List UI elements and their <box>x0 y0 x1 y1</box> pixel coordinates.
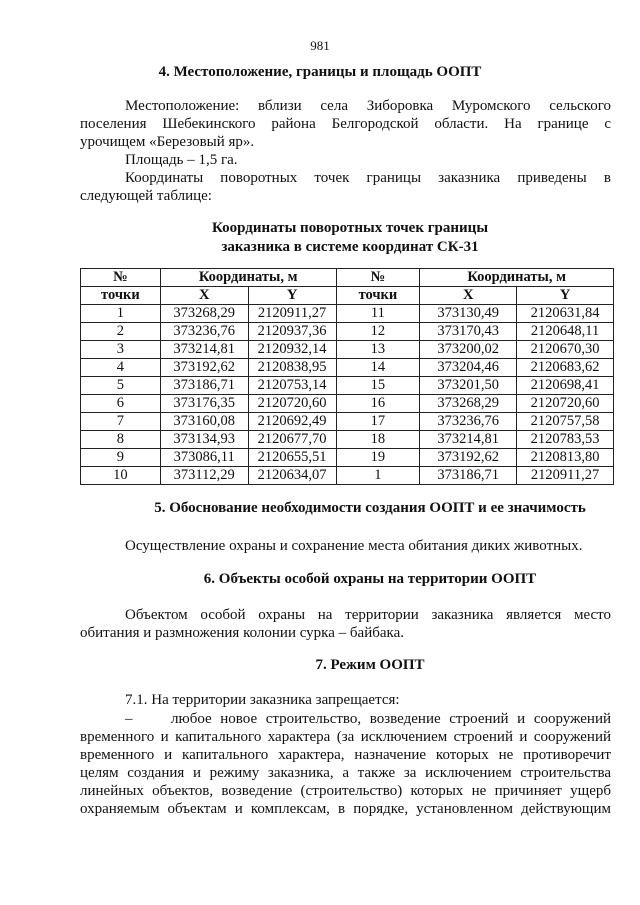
y-value: 2120692,49 <box>248 413 336 431</box>
y-value: 2120783,53 <box>517 431 614 449</box>
header-y-right: Y <box>517 287 614 305</box>
header-point-right: точки <box>336 287 420 305</box>
section7-line-5: линейных объектов, возведение (строительство) которых не причиняет ущерб <box>80 783 611 799</box>
x-value: 373201,50 <box>420 377 517 395</box>
section7-line-2: временного и капитального характера (за исключением строений и сооружений <box>80 729 611 745</box>
point-number: 15 <box>336 377 420 395</box>
point-number: 5 <box>81 377 161 395</box>
x-value: 373214,81 <box>160 341 248 359</box>
y-value: 2120631,84 <box>517 305 614 323</box>
x-value: 373214,81 <box>420 431 517 449</box>
section7-subitem: 7.1. На территории заказника запрещается: <box>125 692 400 708</box>
x-value: 373236,76 <box>420 413 517 431</box>
section7-line-1 <box>125 709 611 729</box>
y-value: 2120757,58 <box>517 413 614 431</box>
table-row <box>81 359 614 377</box>
table-caption-line-1: Координаты поворотных точек границы <box>211 220 489 236</box>
y-value: 2120677,70 <box>248 431 336 449</box>
header-no-right: № <box>336 269 420 287</box>
table-row <box>81 467 614 485</box>
x-value: 373192,62 <box>420 449 517 467</box>
x-value: 373170,43 <box>420 323 517 341</box>
coords-intro-line-2: следующей таблице: <box>80 188 212 204</box>
section7-line-3: временного и капитального характера, назначение которых не противоречит <box>80 747 611 763</box>
point-number: 1 <box>336 467 420 485</box>
y-value: 2120753,14 <box>248 377 336 395</box>
header-x-right: X <box>420 287 517 305</box>
x-value: 373186,71 <box>160 377 248 395</box>
section4-heading: 4. Местоположение, границы и площадь ООПТ <box>158 64 482 80</box>
location-line-1: Местоположение: вблизи села Зиборовка Муромского сельского <box>125 98 611 114</box>
x-value: 373112,29 <box>160 467 248 485</box>
table-row <box>81 431 614 449</box>
coords-intro-line-1: Координаты поворотных точек границы заказника приведены в <box>125 170 611 186</box>
x-value: 373268,29 <box>160 305 248 323</box>
x-value: 373086,11 <box>160 449 248 467</box>
section7-line-6: охраняемым объектам и комплексам, в порядке, установленном действующим <box>80 801 611 817</box>
point-number: 3 <box>81 341 161 359</box>
page-number: 981 <box>310 38 330 53</box>
x-value: 373204,46 <box>420 359 517 377</box>
x-value: 373160,08 <box>160 413 248 431</box>
location-line-2: поселения Шебекинского района Белгородской области. На границе с <box>80 116 611 132</box>
point-number: 17 <box>336 413 420 431</box>
point-number: 11 <box>336 305 420 323</box>
y-value: 2120670,30 <box>517 341 614 359</box>
table-row <box>81 449 614 467</box>
point-number: 9 <box>81 449 161 467</box>
x-value: 373186,71 <box>420 467 517 485</box>
header-coords-left: Координаты, м <box>160 269 336 287</box>
y-value: 2120720,60 <box>517 395 614 413</box>
y-value: 2120838,95 <box>248 359 336 377</box>
y-value: 2120937,36 <box>248 323 336 341</box>
list-dash: – <box>125 711 133 727</box>
point-number: 7 <box>81 413 161 431</box>
table-row <box>81 341 614 359</box>
y-value: 2120720,60 <box>248 395 336 413</box>
point-number: 4 <box>81 359 161 377</box>
header-point-left: точки <box>81 287 161 305</box>
section5-text: Осуществление охраны и сохранение места обитания диких животных. <box>125 538 583 554</box>
x-value: 373192,62 <box>160 359 248 377</box>
section7-line-4: целям создания и режиму заказника, а также за исключением строительства <box>80 765 611 781</box>
table-caption-line-2: заказника в системе координат СК-31 <box>221 239 479 255</box>
y-value: 2120655,51 <box>248 449 336 467</box>
location-line-3: урочищем «Березовый яр». <box>80 134 255 150</box>
point-number: 14 <box>336 359 420 377</box>
y-value: 2120634,07 <box>248 467 336 485</box>
section6-line-1: Объектом особой охраны на территории заказника является место <box>125 607 611 623</box>
y-value: 2120911,27 <box>517 467 614 485</box>
header-no-left: № <box>81 269 161 287</box>
x-value: 373268,29 <box>420 395 517 413</box>
point-number: 8 <box>81 431 161 449</box>
section7-line-1-text: любое новое строительство, возведение строений и сооружений <box>171 711 611 727</box>
section5-heading: 5. Обоснование необходимости создания ООПТ и ее значимость <box>154 500 586 516</box>
section7-heading: 7. Режим ООПТ <box>315 657 425 673</box>
x-value: 373176,35 <box>160 395 248 413</box>
y-value: 2120698,41 <box>517 377 614 395</box>
y-value: 2120683,62 <box>517 359 614 377</box>
section6-line-2: обитания и размножения колонии сурка – байбака. <box>80 625 404 641</box>
table-row <box>81 305 614 323</box>
area-line: Площадь – 1,5 га. <box>125 152 238 168</box>
point-number: 10 <box>81 467 161 485</box>
point-number: 19 <box>336 449 420 467</box>
point-number: 2 <box>81 323 161 341</box>
coordinates-table <box>80 268 614 485</box>
point-number: 1 <box>81 305 161 323</box>
table-row <box>81 395 614 413</box>
point-number: 18 <box>336 431 420 449</box>
y-value: 2120648,11 <box>517 323 614 341</box>
header-y-left: Y <box>248 287 336 305</box>
table-row <box>81 323 614 341</box>
y-value: 2120932,14 <box>248 341 336 359</box>
y-value: 2120813,80 <box>517 449 614 467</box>
section6-heading: 6. Объекты особой охраны на территории ООПТ <box>203 571 537 587</box>
x-value: 373236,76 <box>160 323 248 341</box>
point-number: 12 <box>336 323 420 341</box>
header-x-left: X <box>160 287 248 305</box>
point-number: 13 <box>336 341 420 359</box>
x-value: 373200,02 <box>420 341 517 359</box>
table-row <box>81 377 614 395</box>
y-value: 2120911,27 <box>248 305 336 323</box>
table-row <box>81 413 614 431</box>
point-number: 6 <box>81 395 161 413</box>
header-coords-right: Координаты, м <box>420 269 614 287</box>
point-number: 16 <box>336 395 420 413</box>
x-value: 373130,49 <box>420 305 517 323</box>
x-value: 373134,93 <box>160 431 248 449</box>
